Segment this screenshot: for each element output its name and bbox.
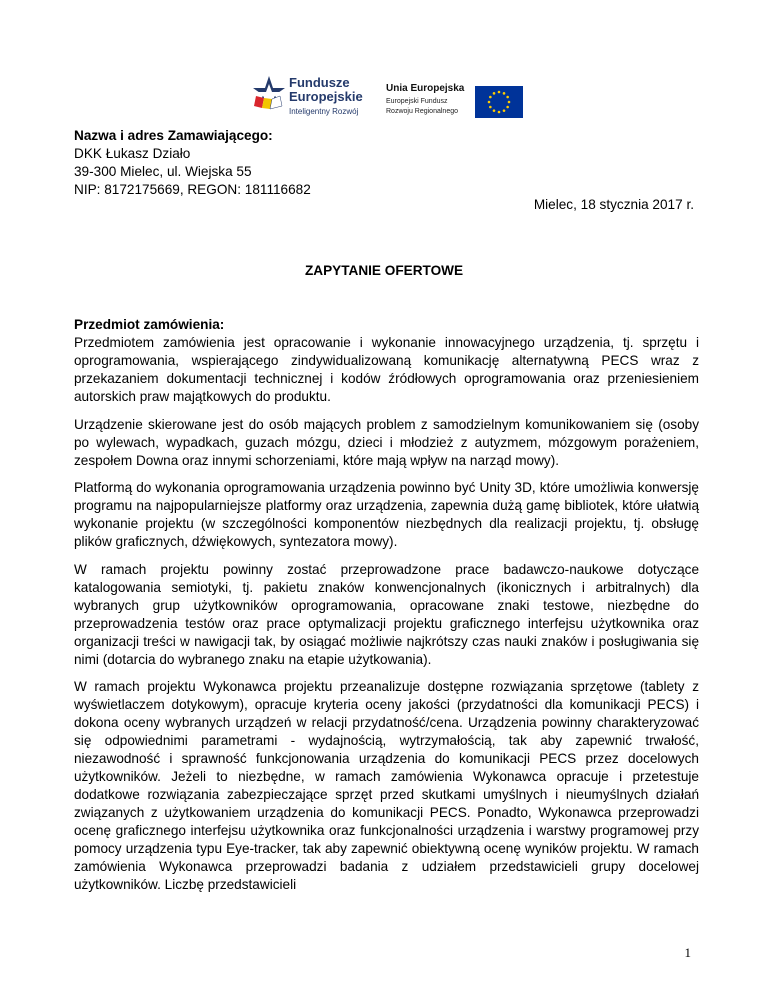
fe-star-icon (252, 74, 286, 116)
eu-star-icon (493, 92, 496, 95)
paragraph: W ramach projektu Wykonawca projektu przeanalizuje dostępne rozwiązania sprzętowe (tablety z wyświetlaczem dotykowym), opracuje kryteria oceny jakości (przydatności dla komunikacji PECS) i dokona oceny wybranych urządzeń w relacji przydatność/cena. Urządzenia powinny charakteryzować się odpowiednimi parametrami - wydajnością, wytrzymałością, tak aby zapewnić trwałość, niezawodność i sprawność funkcjonowania urządzenia do komunikacji PECS przez docelowych użytkowników. Jeżeli to niezbędne, w ramach zamówienia Wykonawca opracuje i przetestuje dodatkowe rozwiązania zabezpieczające sprzęt przed skutkami umyślnych i nieumyślnych działań związanych z użytkowaniem urządzenia do komunikacji PECS. Ponadto, Wykonawca przeprowadzi ocenę graficznego interfejsu użytkownika oraz funkcjonalności urządzenia i warstwy programowej przy pomocy urządzenia typu Eye-tracker, tak aby zapewnić obiektywną ocenę wyników projektu. W ramach zamówienia Wykonawca przeprowadzi badania z udziałem przedstawicieli grupy docelowej użytkowników. Liczbę przedstawicieli (74, 679, 699, 892)
paragraph: Przedmiotem zamówienia jest opracowanie i wykonanie innowacyjnego urządzenia, tj. sprzętu i oprogramowania, wspierającego zindywidualizowaną komunikację alternatywną PECS wraz z przekazaniem dokumentacji technicznej i kodów źródłowych oprogramowania oraz przeniesieniem autorskich praw majątkowych do produktu. (74, 335, 699, 404)
ue-line1: Unia Europejska (386, 83, 465, 94)
fe-line1: Fundusze (289, 75, 350, 90)
buyer-ids: NIP: 8172175669, REGON: 181116682 (74, 182, 311, 197)
fundusze-europejskie-logo (252, 74, 382, 120)
eu-star-icon (489, 106, 492, 109)
logo-bar (252, 74, 532, 120)
document-date: Mielec, 18 stycznia 2017 r. (533, 197, 694, 212)
buyer-name: DKK Łukasz Działo (74, 146, 191, 161)
paragraph: Urządzenie skierowane jest do osób mających problem z samodzielnym komunikowaniem się (osoby po wylewach, wypadkach, guzach mózgu, dzieci i młodzież z autyzmem, mózgowym porażeniem, zespołem Downa oraz innymi schorzeniami, które mają wpływ na narząd mowy). (74, 416, 699, 468)
ue-line2: Europejski Fundusz (386, 98, 448, 105)
buyer-label: Nazwa i adres Zamawiającego: (74, 128, 273, 143)
fe-line2: Europejskie (289, 89, 363, 104)
eu-star-icon (488, 101, 491, 104)
eu-star-icon (508, 101, 511, 104)
document-title: ZAPYTANIE OFERTOWE (304, 263, 464, 278)
eu-star-icon (498, 91, 501, 94)
eu-star-icon (489, 96, 492, 99)
ue-text-block (386, 84, 464, 117)
eu-star-icon (493, 109, 496, 112)
eu-star-icon (506, 96, 509, 99)
eu-star-icon (503, 109, 506, 112)
paragraph: W ramach projektu powinny zostać przeprowadzone prace badawczo-naukowe dotyczące katalogowania semiotyki, tj. pakietu znaków konwencjonalnych (ikonicznych i arbitralnych) dla wybranych grup użytkowników oprogramowania, opracowane znaki testowe, niezbędne do przeprowadzenia testów oraz prace optymalizacji projektu graficznego interfejsu użytkownika oraz organizacji treści w nawigacji tak, by osiągać możliwie najkrótszy czas nauki znaków i posługiwania się nimi (dotarcia do wybranego znaku na etapie użytkowania). (74, 561, 699, 667)
eu-flag-icon (475, 86, 523, 118)
paragraph: Platformą do wykonania oprogramowania urządzenia powinno być Unity 3D, które umożliwia konwersję programu na najpopularniejsze platformy oraz urządzenia, zapewnia dużą gamę bibliotek, które ułatwią wykonanie projektu (w szczególności komponentów niezbędnych dla realizacji projektu, tj. obsługę plików graficznych, dźwiękowych, syntezatora mowy). (74, 480, 699, 549)
buyer-block (74, 127, 311, 199)
document-body (74, 316, 699, 904)
section-heading: Przedmiot zamówienia: (74, 317, 225, 332)
eu-star-icon (503, 92, 506, 95)
page-number: 1 (684, 945, 691, 960)
eu-star-icon (498, 111, 501, 114)
buyer-address: 39-300 Mielec, ul. Wiejska 55 (74, 164, 252, 179)
eu-star-icon (506, 106, 509, 109)
ue-line3: Rozwoju Regionalnego (386, 108, 458, 115)
fe-line3: Inteligentny Rozwój (289, 107, 359, 116)
